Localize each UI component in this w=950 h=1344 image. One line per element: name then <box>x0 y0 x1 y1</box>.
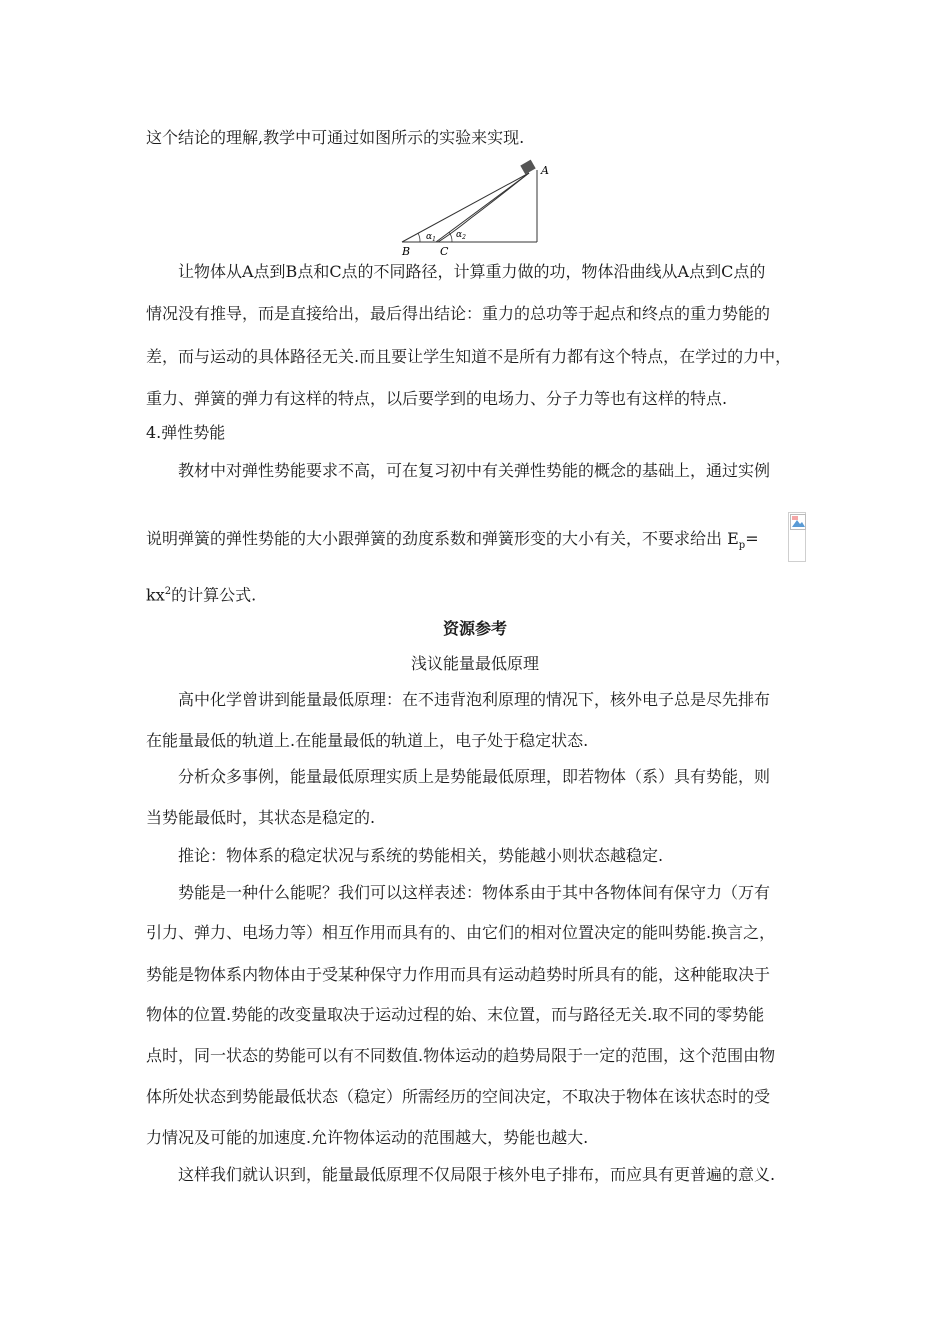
section-title: 资源参考 <box>442 619 507 638</box>
para6-line5: 点时，同一状态的势能可以有不同数值.物体运动的趋势局限于一定的范围，这个范围由物 <box>146 1046 776 1065</box>
para3-line1: 高中化学曾讲到能量最低原理：在不违背泡利原理的情况下，核外电子总是尽先排布 <box>178 690 771 709</box>
para4-line2: 当势能最低时，其状态是稳定的. <box>146 808 376 827</box>
label-b: B <box>402 245 411 258</box>
incline-figure <box>396 158 556 260</box>
para6-line4: 物体的位置.势能的改变量取决于运动过程的始、末位置，而与路径无关.取不同的零势能 <box>146 1005 765 1024</box>
para4-line1: 分析众多事例，能量最低原理实质上是势能最低原理，即若物体（系）具有势能，则 <box>178 767 771 786</box>
equals-sign: = <box>745 529 759 548</box>
label-c: C <box>440 245 449 258</box>
label-alpha2: $\alpha_2$ <box>456 230 466 241</box>
para6-line7: 力情况及可能的加速度.允许物体运动的范围越大，势能也越大. <box>146 1128 589 1147</box>
subscript-p: p <box>738 540 746 552</box>
para7: 这样我们就认识到，能量最低原理不仅局限于核外电子排布，而应具有更普遍的意义. <box>178 1165 776 1184</box>
para6-line6: 体所处状态到势能最低状态（稳定）所需经历的空间决定，不取决于物体在该状态时的受 <box>146 1087 771 1106</box>
para2-line3-text: 的计算公式. <box>171 585 257 605</box>
curve-ac <box>438 173 529 242</box>
para2-line1: 教材中对弹性势能要求不高，可在复习初中有关弹性势能的概念的基础上，通过实例 <box>178 461 771 480</box>
para2-line3 <box>146 582 256 605</box>
para3-line2: 在能量最低的轨道上.在能量最低的轨道上，电子处于稳定状态. <box>146 731 589 750</box>
broken-image-icon <box>790 514 806 530</box>
para1-line2: 情况没有推导，而是直接给出，最后得出结论：重力的总功等于起点和终点的重力势能的 <box>146 304 771 323</box>
para1-line4: 重力、弹簧的弹力有这样的特点，以后要学到的电场力、分子力等也有这样的特点. <box>146 389 728 408</box>
para1-line1: 让物体从A点到B点和C点的不同路径，计算重力做的功，物体沿曲线从A点到C点的 <box>178 262 766 281</box>
intro-line: 这个结论的理解,教学中可通过如图所示的实验来实现. <box>146 128 525 147</box>
para5: 推论：物体系的稳定状况与系统的势能相关，势能越小则状态越稳定. <box>178 846 664 865</box>
para1-line3: 差，而与运动的具体路径无关.而且要让学生知道不是所有力都有这个特点，在学过的力中， <box>146 347 792 366</box>
incline-ab <box>402 173 529 242</box>
heading-elastic-energy: 4.弹性势能 <box>146 423 226 442</box>
angle-arc-1 <box>418 233 420 242</box>
block <box>520 160 535 175</box>
para2-line2 <box>146 529 759 556</box>
para6-line2: 引力、弹力、电场力等）相互作用而具有的、由它们的相对位置决定的能叫势能.换言之， <box>146 923 776 942</box>
kx-text: kx <box>146 585 165 605</box>
formula-image <box>788 512 806 562</box>
para6-line1: 势能是一种什么能呢？我们可以这样表述：物体系由于其中各物体间有保守力（万有 <box>178 883 771 902</box>
superscript-2: 2 <box>164 586 172 597</box>
label-a: A <box>541 164 549 177</box>
para6-line3: 势能是物体系内物体由于受某种保守力作用而具有运动趋势时所具有的能，这种能取决于 <box>146 965 771 984</box>
para2-line2-text: 说明弹簧的弹性势能的大小跟弹簧的劲度系数和弹簧形变的大小有关，不要求给出 E <box>146 529 739 548</box>
article-title: 浅议能量最低原理 <box>410 654 539 673</box>
label-alpha1: $\alpha_1$ <box>426 232 436 243</box>
